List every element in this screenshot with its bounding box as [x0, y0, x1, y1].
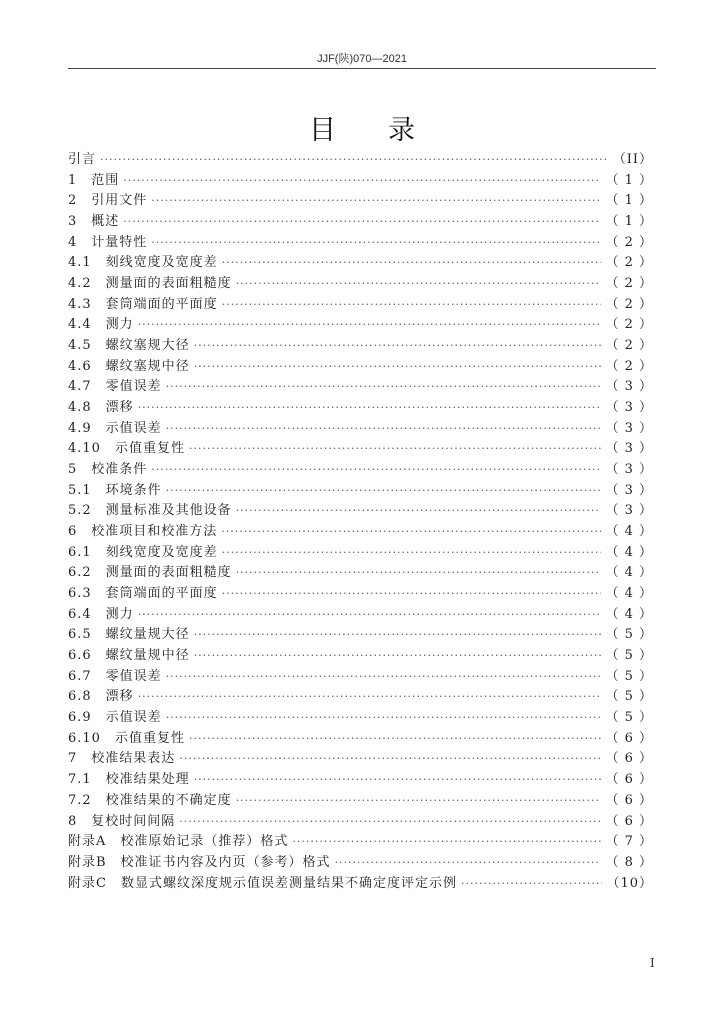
dot-leader: [179, 812, 601, 833]
toc-entry[interactable]: [68, 625, 653, 646]
toc-entry-page: （ 4 ）: [605, 586, 653, 602]
toc-entry-label: 4.7 零值误差: [68, 379, 162, 395]
toc-entry-label: 引言: [68, 152, 97, 167]
toc-entry-label: 4 计量特性: [68, 234, 148, 250]
toc-entry-label: 6.5 螺纹量规大径: [68, 627, 190, 643]
toc-entry[interactable]: [68, 646, 653, 667]
dot-leader: [151, 460, 601, 481]
dot-leader: [194, 770, 602, 791]
toc-entry[interactable]: [68, 295, 653, 316]
toc-entry-label: 附录A 校准原始记录（推荐）格式: [68, 834, 289, 850]
toc-entry[interactable]: [68, 336, 653, 357]
toc-entry-label: 6.8 漂移: [68, 689, 134, 705]
toc-entry-label: 6.1 刻线宽度及宽度差: [68, 544, 218, 560]
toc-entry-page: （ 3 ）: [605, 482, 653, 498]
dot-leader: [138, 687, 602, 708]
toc-entry-label: 7 校准结果表达: [68, 751, 176, 767]
toc-entry-page: （ 5 ）: [605, 648, 653, 664]
toc-entry-page: （ 4 ）: [605, 565, 653, 581]
toc-entry-page: （ 6 ）: [605, 813, 653, 829]
dot-leader: [194, 336, 602, 357]
toc-entry-label: 附录C 数显式螺纹深度规示值误差测量结果不确定度评定示例: [68, 875, 457, 891]
dot-leader: [166, 377, 602, 398]
dot-leader: [222, 295, 602, 316]
dot-leader: [166, 481, 602, 502]
toc-entry-label: 4.4 测力: [68, 317, 134, 333]
toc-entry-label: 1 范围: [68, 172, 120, 188]
toc-entry[interactable]: [68, 687, 653, 708]
toc-title: 目录: [309, 115, 467, 146]
toc-entry[interactable]: [68, 315, 653, 336]
dot-leader: [222, 543, 602, 564]
toc-entry-page: （ 1 ）: [605, 214, 653, 230]
toc-entry[interactable]: [68, 522, 653, 543]
toc-entry[interactable]: [68, 874, 653, 895]
toc-entry-page: （ 3 ）: [605, 400, 653, 416]
toc-entry[interactable]: [68, 191, 653, 212]
toc-entry[interactable]: [68, 563, 653, 584]
toc-entry[interactable]: [68, 253, 653, 274]
toc-entry-page: （ 6 ）: [605, 772, 653, 788]
toc-entry-label: 8 复校时间间隔: [68, 813, 176, 829]
toc-entry[interactable]: [68, 171, 653, 192]
toc-entry-label: 4.3 套筒端面的平面度: [68, 296, 218, 312]
toc-entry-label: 3 概述: [68, 214, 120, 230]
toc-entry-label: 7.1 校准结果处理: [68, 772, 190, 788]
dot-leader: [100, 150, 609, 171]
dot-leader: [123, 212, 601, 233]
toc-entry[interactable]: [68, 584, 653, 605]
dot-leader: [222, 253, 602, 274]
toc-entry-label: 附录B 校准证书内容及内页（参考）格式: [68, 854, 331, 870]
dot-leader: [292, 832, 601, 853]
dot-leader: [335, 853, 602, 874]
header-divider: [68, 68, 656, 69]
dot-leader: [123, 171, 601, 192]
toc-entry[interactable]: [68, 605, 653, 626]
toc-entry[interactable]: [68, 419, 653, 440]
toc-entry-page: （ 3 ）: [605, 420, 653, 436]
dot-leader: [236, 501, 602, 522]
toc-entry[interactable]: [68, 729, 653, 750]
toc-entry-label: 6.3 套筒端面的平面度: [68, 586, 218, 602]
toc-entry-page: （ 2 ）: [605, 234, 653, 250]
dot-leader: [461, 874, 603, 895]
toc-entry[interactable]: [68, 770, 653, 791]
toc-entry[interactable]: [68, 377, 653, 398]
toc-entry-page: （ 8 ）: [605, 854, 653, 870]
toc-entry-page: （ 7 ）: [605, 834, 653, 850]
toc-entry-label: 6.7 零值误差: [68, 668, 162, 684]
dot-leader: [138, 398, 602, 419]
dot-leader: [138, 315, 602, 336]
toc-entry-page: （ 1 ）: [605, 193, 653, 209]
dot-leader: [179, 749, 601, 770]
toc-entry-page: （ 5 ）: [605, 710, 653, 726]
toc-entry-label: 6.4 测力: [68, 606, 134, 622]
toc-entry[interactable]: [68, 460, 653, 481]
toc-entry[interactable]: [68, 667, 653, 688]
dot-leader: [194, 357, 602, 378]
toc-entry[interactable]: [68, 357, 653, 378]
toc-entry-page: （ 4 ）: [605, 606, 653, 622]
toc-entry-label: 4.9 示值误差: [68, 420, 162, 436]
toc-entry[interactable]: [68, 150, 653, 171]
dot-leader: [189, 439, 602, 460]
toc-entry-page: （ 4 ）: [605, 544, 653, 560]
toc-entry-label: 6.9 示值误差: [68, 710, 162, 726]
dot-leader: [138, 605, 602, 626]
toc-entry-page: （ 5 ）: [605, 689, 653, 705]
toc-entry-page: （ 4 ）: [605, 524, 653, 540]
toc-entry-label: 6.6 螺纹量规中径: [68, 648, 190, 664]
toc-entry-label: 6.2 测量面的表面粗糙度: [68, 565, 232, 581]
table-of-contents: [68, 150, 653, 894]
toc-entry-page: （ 2 ）: [605, 296, 653, 312]
toc-entry-page: （ 5 ）: [605, 668, 653, 684]
dot-leader: [236, 791, 602, 812]
dot-leader: [151, 233, 601, 254]
dot-leader: [221, 522, 601, 543]
toc-entry-label: 4.6 螺纹塞规中径: [68, 358, 190, 374]
toc-entry-page: （ 3 ）: [605, 441, 653, 457]
toc-entry-label: 5 校准条件: [68, 462, 148, 478]
toc-entry-label: 2 引用文件: [68, 193, 148, 209]
toc-entry-label: 4.2 测量面的表面粗糙度: [68, 276, 232, 292]
toc-entry[interactable]: [68, 398, 653, 419]
dot-leader: [236, 563, 602, 584]
toc-entry-label: 5.1 环境条件: [68, 482, 162, 498]
toc-entry-page: （ 2 ）: [605, 317, 653, 333]
toc-entry[interactable]: [68, 749, 653, 770]
toc-entry[interactable]: [68, 812, 653, 833]
toc-entry[interactable]: [68, 853, 653, 874]
dot-leader: [236, 274, 602, 295]
toc-entry-page: （ 3 ）: [605, 503, 653, 519]
toc-entry-page: （ 3 ）: [605, 462, 653, 478]
dot-leader: [151, 191, 601, 212]
toc-entry-page: （10）: [606, 875, 653, 891]
toc-entry-page: （II）: [612, 152, 653, 167]
toc-entry[interactable]: [68, 233, 653, 254]
toc-entry[interactable]: [68, 481, 653, 502]
dot-leader: [194, 646, 602, 667]
toc-entry-page: （ 3 ）: [605, 379, 653, 395]
toc-entry-page: （ 6 ）: [605, 792, 653, 808]
toc-entry-page: （ 6 ）: [605, 751, 653, 767]
document-code-header: JJF(陕)070—2021: [317, 53, 407, 65]
dot-leader: [166, 667, 602, 688]
toc-entry-label: 5.2 测量标准及其他设备: [68, 503, 232, 519]
toc-entry-label: 6.10 示值重复性: [68, 730, 185, 746]
dot-leader: [166, 708, 602, 729]
toc-entry[interactable]: [68, 832, 653, 853]
toc-entry-page: （ 1 ）: [605, 172, 653, 188]
toc-entry[interactable]: [68, 274, 653, 295]
toc-entry-page: （ 5 ）: [605, 627, 653, 643]
dot-leader: [194, 625, 602, 646]
toc-entry-page: （ 2 ）: [605, 358, 653, 374]
dot-leader: [166, 419, 602, 440]
toc-entry[interactable]: [68, 212, 653, 233]
toc-entry[interactable]: [68, 439, 653, 460]
toc-entry-label: 4.10 示值重复性: [68, 441, 185, 457]
toc-entry[interactable]: [68, 543, 653, 564]
toc-entry-label: 4.8 漂移: [68, 400, 134, 416]
page-number: I: [650, 956, 655, 970]
toc-entry[interactable]: [68, 791, 653, 812]
toc-entry-page: （ 2 ）: [605, 276, 653, 292]
toc-entry-page: （ 2 ）: [605, 255, 653, 271]
toc-entry-label: 4.5 螺纹塞规大径: [68, 338, 190, 354]
dot-leader: [222, 584, 602, 605]
toc-entry[interactable]: [68, 501, 653, 522]
toc-entry-page: （ 6 ）: [605, 730, 653, 746]
toc-entry-label: 4.1 刻线宽度及宽度差: [68, 255, 218, 271]
dot-leader: [189, 729, 602, 750]
toc-entry-label: 6 校准项目和校准方法: [68, 524, 218, 540]
toc-entry[interactable]: [68, 708, 653, 729]
toc-entry-page: （ 2 ）: [605, 338, 653, 354]
toc-entry-label: 7.2 校准结果的不确定度: [68, 792, 232, 808]
